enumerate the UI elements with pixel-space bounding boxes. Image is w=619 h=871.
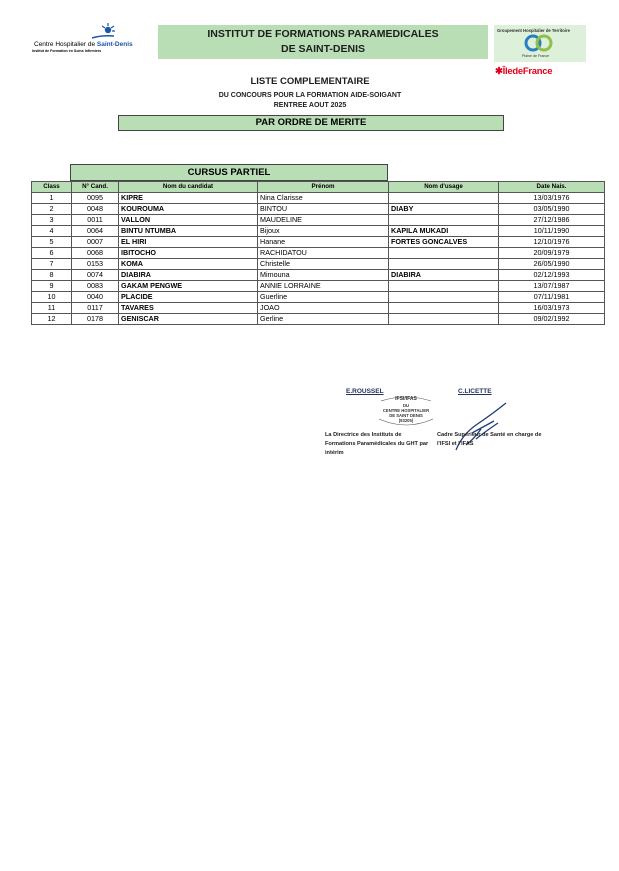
table-row [32,270,605,281]
cell-name: DIABIRA [119,270,258,281]
cell-date: 16/03/1973 [499,303,605,314]
cell-first: MAUDELINE [258,215,389,226]
stamp-line: (93205) [398,418,414,423]
signature-block [318,385,578,465]
stamp-line: DE SAINT DENIS [389,413,423,418]
left-signatory-role: La Directrice des Instituts de Formations Paramédicales du GHT par intérim [325,432,429,456]
cell-date: 13/07/1987 [499,281,605,292]
col-class: Class [32,182,72,193]
cell-name: EL HIRI [119,237,258,248]
table-row [32,248,605,259]
cell-name: KIPRE [119,193,258,204]
cell-class: 3 [32,215,72,226]
table-row [32,237,605,248]
cell-usage [389,215,499,226]
table-row [32,226,605,237]
cell-usage [389,314,499,325]
banner-line2: DE SAINT-DENIS [280,43,365,55]
ght-subtitle: Plaine de France [522,54,550,58]
cell-usage [389,292,499,303]
table-row [32,292,605,303]
cell-date: 20/09/1979 [499,248,605,259]
cell-usage [389,193,499,204]
hospital-name: Centre Hospitalier de Saint-Denis [34,41,133,48]
cell-date: 02/12/1993 [499,270,605,281]
col-date: Date Nais. [499,182,605,193]
cell-date: 09/02/1992 [499,314,605,325]
cell-usage: DIABIRA [389,270,499,281]
cell-cand: 0007 [72,237,119,248]
cell-first: Christelle [258,259,389,270]
cell-usage: KAPILA MUKADI [389,226,499,237]
cell-first: Gerline [258,314,389,325]
cell-usage [389,248,499,259]
hospital-logo-icon [88,22,118,42]
institute-banner [158,25,488,59]
ght-emblem-icon [524,33,554,53]
cell-class: 12 [32,314,72,325]
cell-date: 07/11/1981 [499,292,605,303]
table-row [32,281,605,292]
cell-first: Guerline [258,292,389,303]
cell-class: 7 [32,259,72,270]
region-star-icon: ✱ [495,66,503,77]
col-cand: N° Cand. [72,182,119,193]
left-signatory: E.ROUSSEL [346,388,384,395]
cell-name: TAVARES [119,303,258,314]
cell-cand: 0095 [72,193,119,204]
cell-first: BINTOU [258,204,389,215]
stamp-line: CENTRE HOSPITALIER [382,408,430,413]
table-row [32,215,605,226]
table-row [32,193,605,204]
cell-name: GENISCAR [119,314,258,325]
table-row [32,259,605,270]
table-row [32,204,605,215]
cell-name: PLACIDE [119,292,258,303]
cell-class: 10 [32,292,72,303]
cell-first: Bijoux [258,226,389,237]
cell-class: 5 [32,237,72,248]
cell-usage: FORTES GONCALVES [389,237,499,248]
table-row [32,314,605,325]
cell-cand: 0153 [72,259,119,270]
hospital-logo [28,22,153,58]
cell-class: 9 [32,281,72,292]
right-signatory-role: Cadre Supérieur de Santé en charge de l'IFSI et l'IFAS [437,432,542,447]
col-usage: Nom d'usage [389,182,499,193]
intake-date: RENTREE AOUT 2025 [273,102,347,109]
cell-date: 13/03/1976 [499,193,605,204]
cell-usage [389,281,499,292]
ght-title: Groupement Hospitalier de Territoire [497,28,570,33]
cell-date: 27/12/1986 [499,215,605,226]
page-subtitle: DU CONCOURS POUR LA FORMATION AIDE-SOIGANT [218,92,402,99]
cell-cand: 0068 [72,248,119,259]
banner-line1: INSTITUT DE FORMATIONS PARAMEDICALES [207,28,439,40]
cell-date: 03/05/1990 [499,204,605,215]
cell-class: 6 [32,248,72,259]
cell-first: JOAO [258,303,389,314]
official-stamp [373,395,439,429]
cell-cand: 0083 [72,281,119,292]
region-logo: ✱ÎledeFrance [495,66,553,77]
cell-first: Mimouna [258,270,389,281]
cell-cand: 0040 [72,292,119,303]
cell-cand: 0064 [72,226,119,237]
cell-class: 4 [32,226,72,237]
candidates-table [31,181,605,325]
cell-cand: 0178 [72,314,119,325]
cell-date: 26/05/1990 [499,259,605,270]
section-heading: CURSUS PARTIEL [70,164,388,181]
cell-name: BINTU NTUMBA [119,226,258,237]
merit-heading: PAR ORDRE DE MERITE [118,115,504,131]
page-title: LISTE COMPLEMENTAIRE [250,76,370,87]
cell-class: 1 [32,193,72,204]
cell-name: IBITOCHO [119,248,258,259]
cell-first: Hanane [258,237,389,248]
cell-cand: 0074 [72,270,119,281]
document-titles [140,76,480,111]
cell-name: KOMA [119,259,258,270]
table-header-row [32,182,605,193]
cell-first: RACHIDATOU [258,248,389,259]
right-signatory: C.LICETTE [458,388,492,395]
cell-name: GAKAM PENGWE [119,281,258,292]
cell-first: Nina Clarisse [258,193,389,204]
stamp-line: IFSI/IFAS [395,396,417,402]
cell-usage: DIABY [389,204,499,215]
col-first: Prénom [258,182,389,193]
cell-name: VALLON [119,215,258,226]
cell-usage [389,303,499,314]
cell-cand: 0117 [72,303,119,314]
stamp-line: DU [402,403,410,408]
cell-usage [389,259,499,270]
table-body [32,193,605,325]
col-name: Nom du candidat [119,182,258,193]
cell-class: 8 [32,270,72,281]
cell-first: ANNIE LORRAINE [258,281,389,292]
cell-cand: 0048 [72,204,119,215]
cell-cand: 0011 [72,215,119,226]
table-row [32,303,605,314]
ght-logo [494,25,586,62]
cell-date: 10/11/1990 [499,226,605,237]
ifsi-name: Institut de Formation en Soins Infirmiers [32,49,102,53]
cell-class: 2 [32,204,72,215]
cell-class: 11 [32,303,72,314]
cell-name: KOUROUMA [119,204,258,215]
cell-date: 12/10/1976 [499,237,605,248]
